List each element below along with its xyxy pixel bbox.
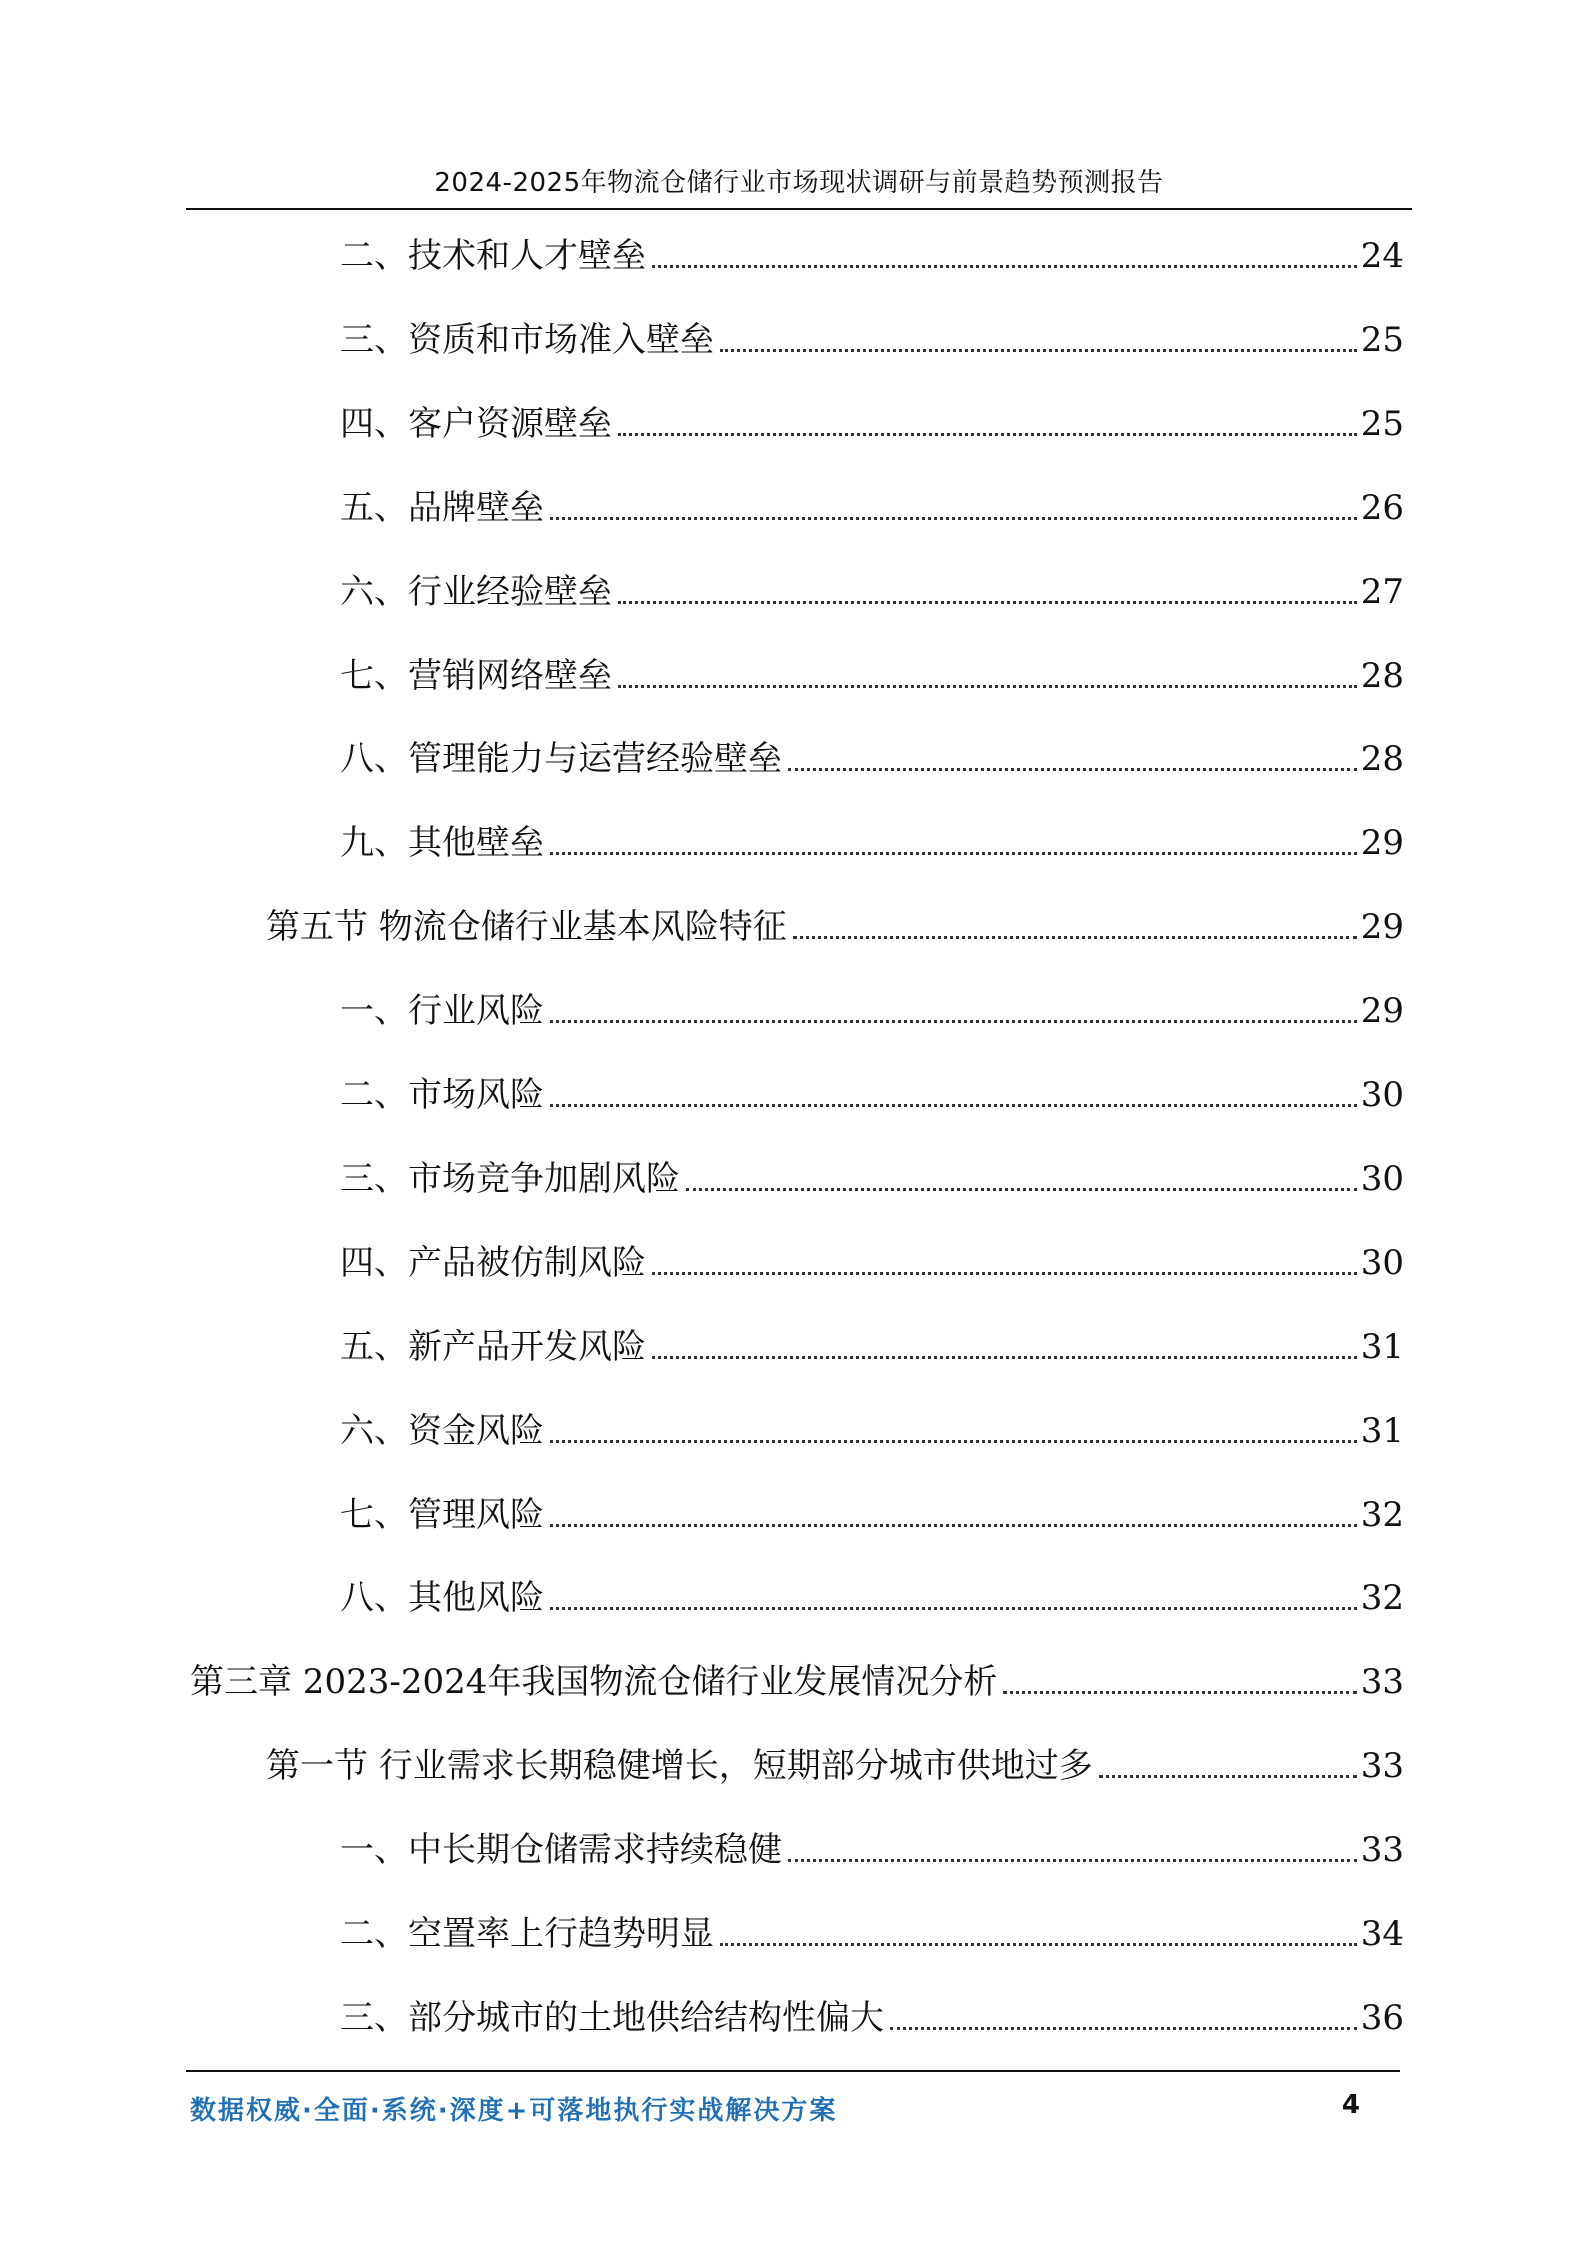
toc-entry-label: 七、营销网络壁垒 [340,656,612,696]
toc-entry-label: 八、其他风险 [340,1578,544,1618]
toc-dot-leader [550,1524,1357,1527]
toc-entry-page: 30 [1360,1159,1404,1199]
toc-entry[interactable] [340,400,1404,448]
toc-entry[interactable] [340,1323,1404,1371]
toc-entry-label: 第三章 2023-2024年我国物流仓储行业发展情况分析 [190,1662,998,1702]
toc-entry[interactable] [340,484,1404,532]
toc-dot-leader [550,1020,1357,1023]
toc-entry-page: 30 [1360,1075,1404,1115]
toc-entry-page: 29 [1360,907,1404,947]
toc-entry[interactable] [340,316,1404,364]
toc-dot-leader [1003,1691,1356,1694]
toc-entry-page: 31 [1360,1327,1404,1367]
toc-entry-label: 二、市场风险 [340,1075,544,1115]
toc-entry-page: 33 [1360,1830,1404,1870]
toc-entry-label: 二、空置率上行趋势明显 [340,1914,714,1954]
toc-dot-leader [720,1943,1357,1946]
toc-dot-leader [652,1272,1357,1275]
toc-entry-label: 三、资质和市场准入壁垒 [340,320,714,360]
toc-entry-label: 九、其他壁垒 [340,823,544,863]
toc-dot-leader [550,852,1357,855]
toc-entry-label: 二、技术和人才壁垒 [340,236,646,276]
toc-dot-leader [788,768,1357,771]
toc-entry-label: 七、管理风险 [340,1495,544,1535]
toc-entry[interactable] [266,1742,1404,1790]
footer-slogan: 数据权威·全面·系统·深度+可落地执行实战解决方案 [190,2096,838,2126]
page-header-title: 2024-2025年物流仓储行业市场现状调研与前景趋势预测报告 [434,168,1164,198]
toc-entry-label: 一、中长期仓储需求持续稳健 [340,1830,782,1870]
toc-entry-label: 六、资金风险 [340,1411,544,1451]
toc-entry[interactable] [190,1658,1404,1706]
toc-entry[interactable] [340,1574,1404,1622]
toc-entry-page: 31 [1360,1411,1404,1451]
toc-entry[interactable] [340,232,1404,280]
toc-entry-page: 29 [1360,823,1404,863]
toc-entry-page: 32 [1360,1495,1404,1535]
toc-dot-leader [1099,1775,1357,1778]
toc-entry-label: 一、行业风险 [340,991,544,1031]
toc-dot-leader [720,349,1357,352]
toc-entry-page: 33 [1360,1746,1404,1786]
toc-entry[interactable] [266,903,1404,951]
toc-entry[interactable] [340,987,1404,1035]
toc-dot-leader [618,601,1357,604]
toc-entry-page: 24 [1360,236,1404,276]
toc-entry-page: 32 [1360,1578,1404,1618]
toc-entry-label: 五、新产品开发风险 [340,1327,646,1367]
toc-dot-leader [618,433,1357,436]
toc-entry[interactable] [340,819,1404,867]
toc-dot-leader [890,2027,1357,2030]
toc-entry-label: 三、市场竞争加剧风险 [340,1159,680,1199]
toc-entry-page: 25 [1360,320,1404,360]
toc-entry-page: 28 [1360,656,1404,696]
toc-dot-leader [788,1859,1357,1862]
toc-dot-leader [550,1607,1357,1610]
toc-entry[interactable] [340,1826,1404,1874]
toc-dot-leader [550,517,1357,520]
toc-entry-label: 第五节 物流仓储行业基本风险特征 [266,907,787,947]
toc-dot-leader [652,265,1357,268]
toc-entry-page: 25 [1360,404,1404,444]
toc-entry-page: 30 [1360,1243,1404,1283]
header-rule [186,208,1412,210]
toc-entry-label: 八、管理能力与运营经验壁垒 [340,739,782,779]
toc-entry[interactable] [340,1071,1404,1119]
toc-dot-leader [618,685,1357,688]
toc-entry-page: 26 [1360,488,1404,528]
toc-dot-leader [793,936,1357,939]
footer-page-number: 4 [1341,2090,1360,2120]
toc-entry-page: 27 [1360,572,1404,612]
toc-entry[interactable] [340,735,1404,783]
toc-entry-page: 34 [1360,1914,1404,1954]
footer-rule [186,2070,1400,2072]
toc-entry-label: 四、产品被仿制风险 [340,1243,646,1283]
toc-entry-label: 第一节 行业需求长期稳健增长，短期部分城市供地过多 [266,1746,1093,1786]
toc-entry[interactable] [340,1910,1404,1958]
toc-entry[interactable] [340,1994,1404,2042]
toc-entry[interactable] [340,652,1404,700]
toc-entry[interactable] [340,1491,1404,1539]
toc-entry-page: 29 [1360,991,1404,1031]
toc-entry-label: 三、部分城市的土地供给结构性偏大 [340,1998,884,2038]
toc-dot-leader [652,1356,1357,1359]
toc-entry-page: 36 [1360,1998,1404,2038]
toc-dot-leader [686,1188,1357,1191]
toc-entry[interactable] [340,1407,1404,1455]
toc-entry[interactable] [340,1239,1404,1287]
toc-entry-page: 28 [1360,739,1404,779]
toc-entry[interactable] [340,1155,1404,1203]
toc-dot-leader [550,1440,1357,1443]
toc-dot-leader [550,1104,1357,1107]
toc-entry[interactable] [340,568,1404,616]
toc-entry-label: 六、行业经验壁垒 [340,572,612,612]
toc-entry-label: 五、品牌壁垒 [340,488,544,528]
toc-entry-label: 四、客户资源壁垒 [340,404,612,444]
toc-entry-page: 33 [1360,1662,1404,1702]
